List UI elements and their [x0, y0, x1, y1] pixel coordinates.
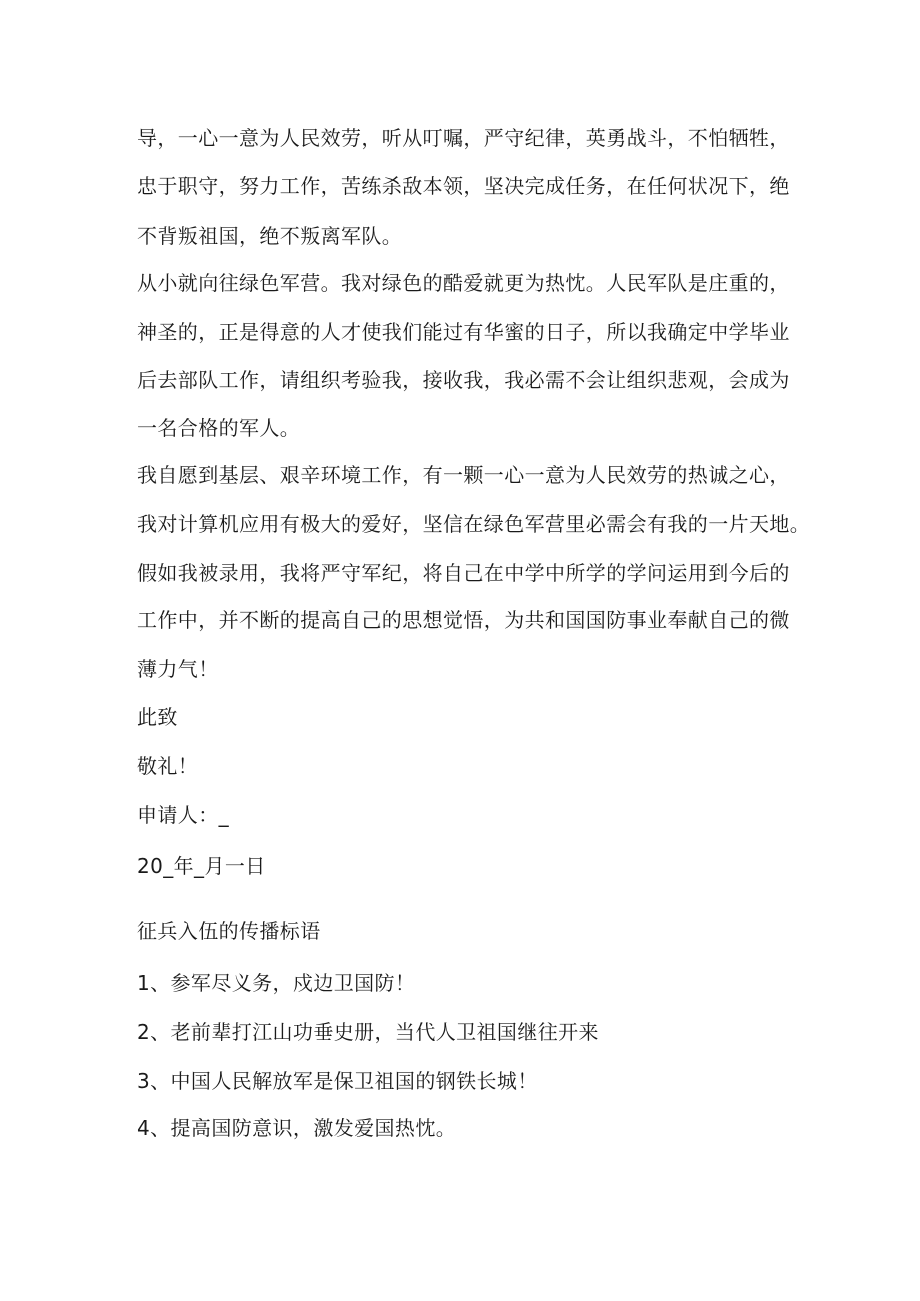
body-text-line: 我对计算机应用有极大的爱好，坚信在绿色军营里必需会有我的一片天地。: [137, 512, 811, 536]
closing-text: 此致: [137, 705, 178, 729]
body-text-line: 我自愿到基层、艰辛环境工作，有一颗一心一意为人民效劳的热诚之心，: [137, 463, 790, 487]
body-text-line: 后去部队工作，请组织考验我，接收我，我必需不会让组织悲观，会成为: [137, 368, 790, 392]
section-title: 征兵入伍的传播标语: [137, 919, 321, 943]
body-text-line: 工作中，并不断的提高自己的思想觉悟，为共和国国防事业奉献自己的微: [137, 608, 790, 632]
slogan-item: 3、中国人民解放军是保卫祖国的钢铁长城！: [137, 1069, 538, 1093]
body-text-line: 假如我被录用，我将严守军纪，将自己在中学中所学的学问运用到今后的: [137, 561, 790, 585]
slogan-item: 4、提高国防意识，激发爱国热忱。: [137, 1116, 457, 1140]
date-line: 20_年_月一日: [137, 854, 266, 878]
body-text-line: 从小就向往绿色军营。我对绿色的酷爱就更为热忱。人民军队是庄重的，: [137, 271, 790, 295]
salute-text: 敬礼！: [137, 754, 199, 778]
slogan-item: 1、参军尽义务，戍边卫国防！: [137, 971, 416, 995]
body-text-line: 一名合格的军人。: [137, 416, 301, 440]
slogan-item: 2、老前辈打江山功垂史册，当代人卫祖国继往开来: [137, 1020, 599, 1044]
applicant-line: 申请人：_: [137, 803, 229, 827]
body-text-line: 忠于职守，努力工作，苦练杀敌本领，坚决完成任务，在任何状况下，绝: [137, 174, 790, 198]
body-text-line: 神圣的，正是得意的人才使我们能过有华蜜的日子，所以我确定中学毕业: [137, 320, 790, 344]
body-text-line: 薄力气！: [137, 657, 219, 681]
body-text-line: 导，一心一意为人民效劳，听从叮嘱，严守纪律，英勇战斗，不怕牺牲，: [137, 126, 790, 150]
body-text-line: 不背叛祖国，绝不叛离军队。: [137, 224, 403, 248]
